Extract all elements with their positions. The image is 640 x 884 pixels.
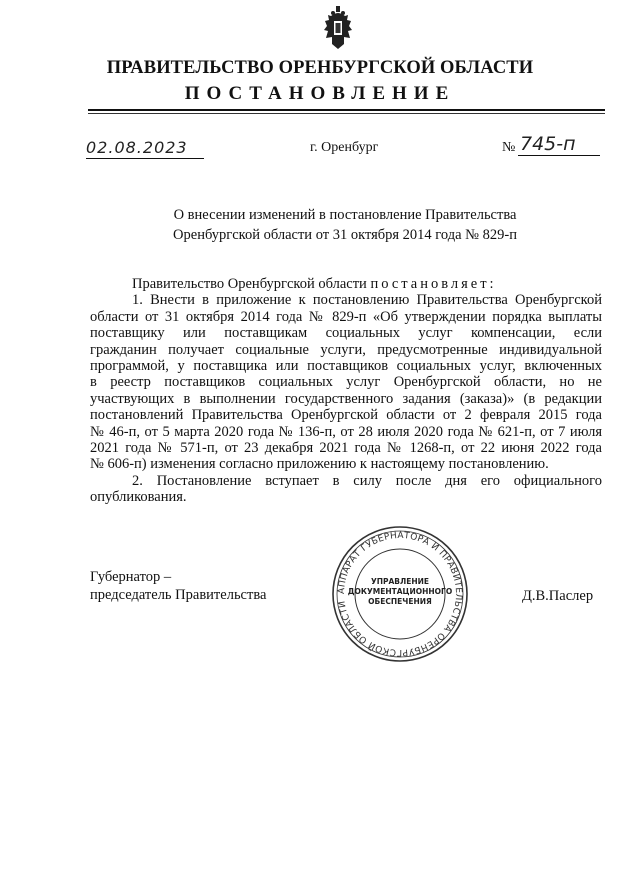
city-label: г. Оренбург xyxy=(310,140,379,155)
paragraph-line: № 46-п, от 5 марта 2020 года № 136-п, от 28 июля 2020 года № 621-п, от 7 июля xyxy=(90,423,602,440)
seal-center-line: ОБЕСПЕЧЕНИЯ xyxy=(368,597,432,606)
subject-line: О внесении изменений в постановление Правительства xyxy=(173,207,517,223)
document-number: 745-п xyxy=(518,133,600,156)
coat-of-arms-emblem xyxy=(317,6,359,52)
paragraph-line: опубликования. xyxy=(90,489,187,506)
seal-ring-text: АППАРАТ ГУБЕРНАТОРА И ПРАВИТЕЛЬСТВА ОРЕНБУРГСКОЙ ОБЛАСТИ xyxy=(336,530,464,658)
paragraph-line: поставщику или поставщикам социальных услуг компенсации, если xyxy=(90,325,602,342)
paragraph-line: области от 31 октября 2014 года № 829-п «Об утверждении порядка выплаты xyxy=(90,308,602,325)
preamble-text: Правительство Оренбургской области xyxy=(132,276,371,292)
paragraph-line: 2. Постановление вступает в силу после дня его официального xyxy=(132,472,602,489)
document-type-heading: ПОСТАНОВЛЕНИЕ xyxy=(184,83,456,104)
document-subject xyxy=(0,205,640,245)
subject-line: Оренбургской области от 31 октября 2014 года № 829-п xyxy=(173,227,517,243)
paragraph-line: постановлений Правительства Оренбургской области от 2 февраля 2015 года xyxy=(90,407,602,424)
organization-title: ПРАВИТЕЛЬСТВО ОРЕНБУРГСКОЙ ОБЛАСТИ xyxy=(106,58,534,78)
number-sign: № xyxy=(502,140,516,155)
signatory-title-line: председатель Правительства xyxy=(90,587,267,603)
document-date: 02.08.2023 xyxy=(86,138,204,159)
signatory-name: Д.В.Паслер xyxy=(522,588,594,604)
signatory-title-line: Губернатор – xyxy=(90,569,172,585)
document-body xyxy=(90,276,602,505)
paragraph-line: программой, у поставщика или поставщиков социальных услуг, включенных xyxy=(90,357,602,374)
seal-center-line: УПРАВЛЕНИЕ xyxy=(370,577,430,586)
paragraph-line: участвующих в выполнении государственного задания (заказа)» (в редакции xyxy=(90,390,602,407)
preamble xyxy=(90,276,602,292)
paragraph-line: гражданин получает социальные услуги, предусмотренные индивидуальной xyxy=(90,341,602,358)
paragraph-line: в реестр поставщиков социальных услуг Оренбургской области, но не xyxy=(90,374,602,391)
paragraph-line: 1. Внести в приложение к постановлению Правительства Оренбургской xyxy=(132,292,602,309)
seal-center-line: ДОКУМЕНТАЦИОННОГО xyxy=(347,587,453,596)
preamble-verb: постановляет: xyxy=(370,276,497,292)
paragraph-line: 2021 года № 571-п, от 23 декабря 2021 года № 1268-п, от 22 июня 2022 года xyxy=(90,439,602,456)
header-rule-thick xyxy=(88,109,605,111)
paragraph-line: № 606-п) изменения согласно приложению к настоящему постановлению. xyxy=(90,456,549,473)
signatory-title xyxy=(90,568,266,604)
header-rule-thin xyxy=(88,113,605,114)
official-seal xyxy=(330,524,470,664)
